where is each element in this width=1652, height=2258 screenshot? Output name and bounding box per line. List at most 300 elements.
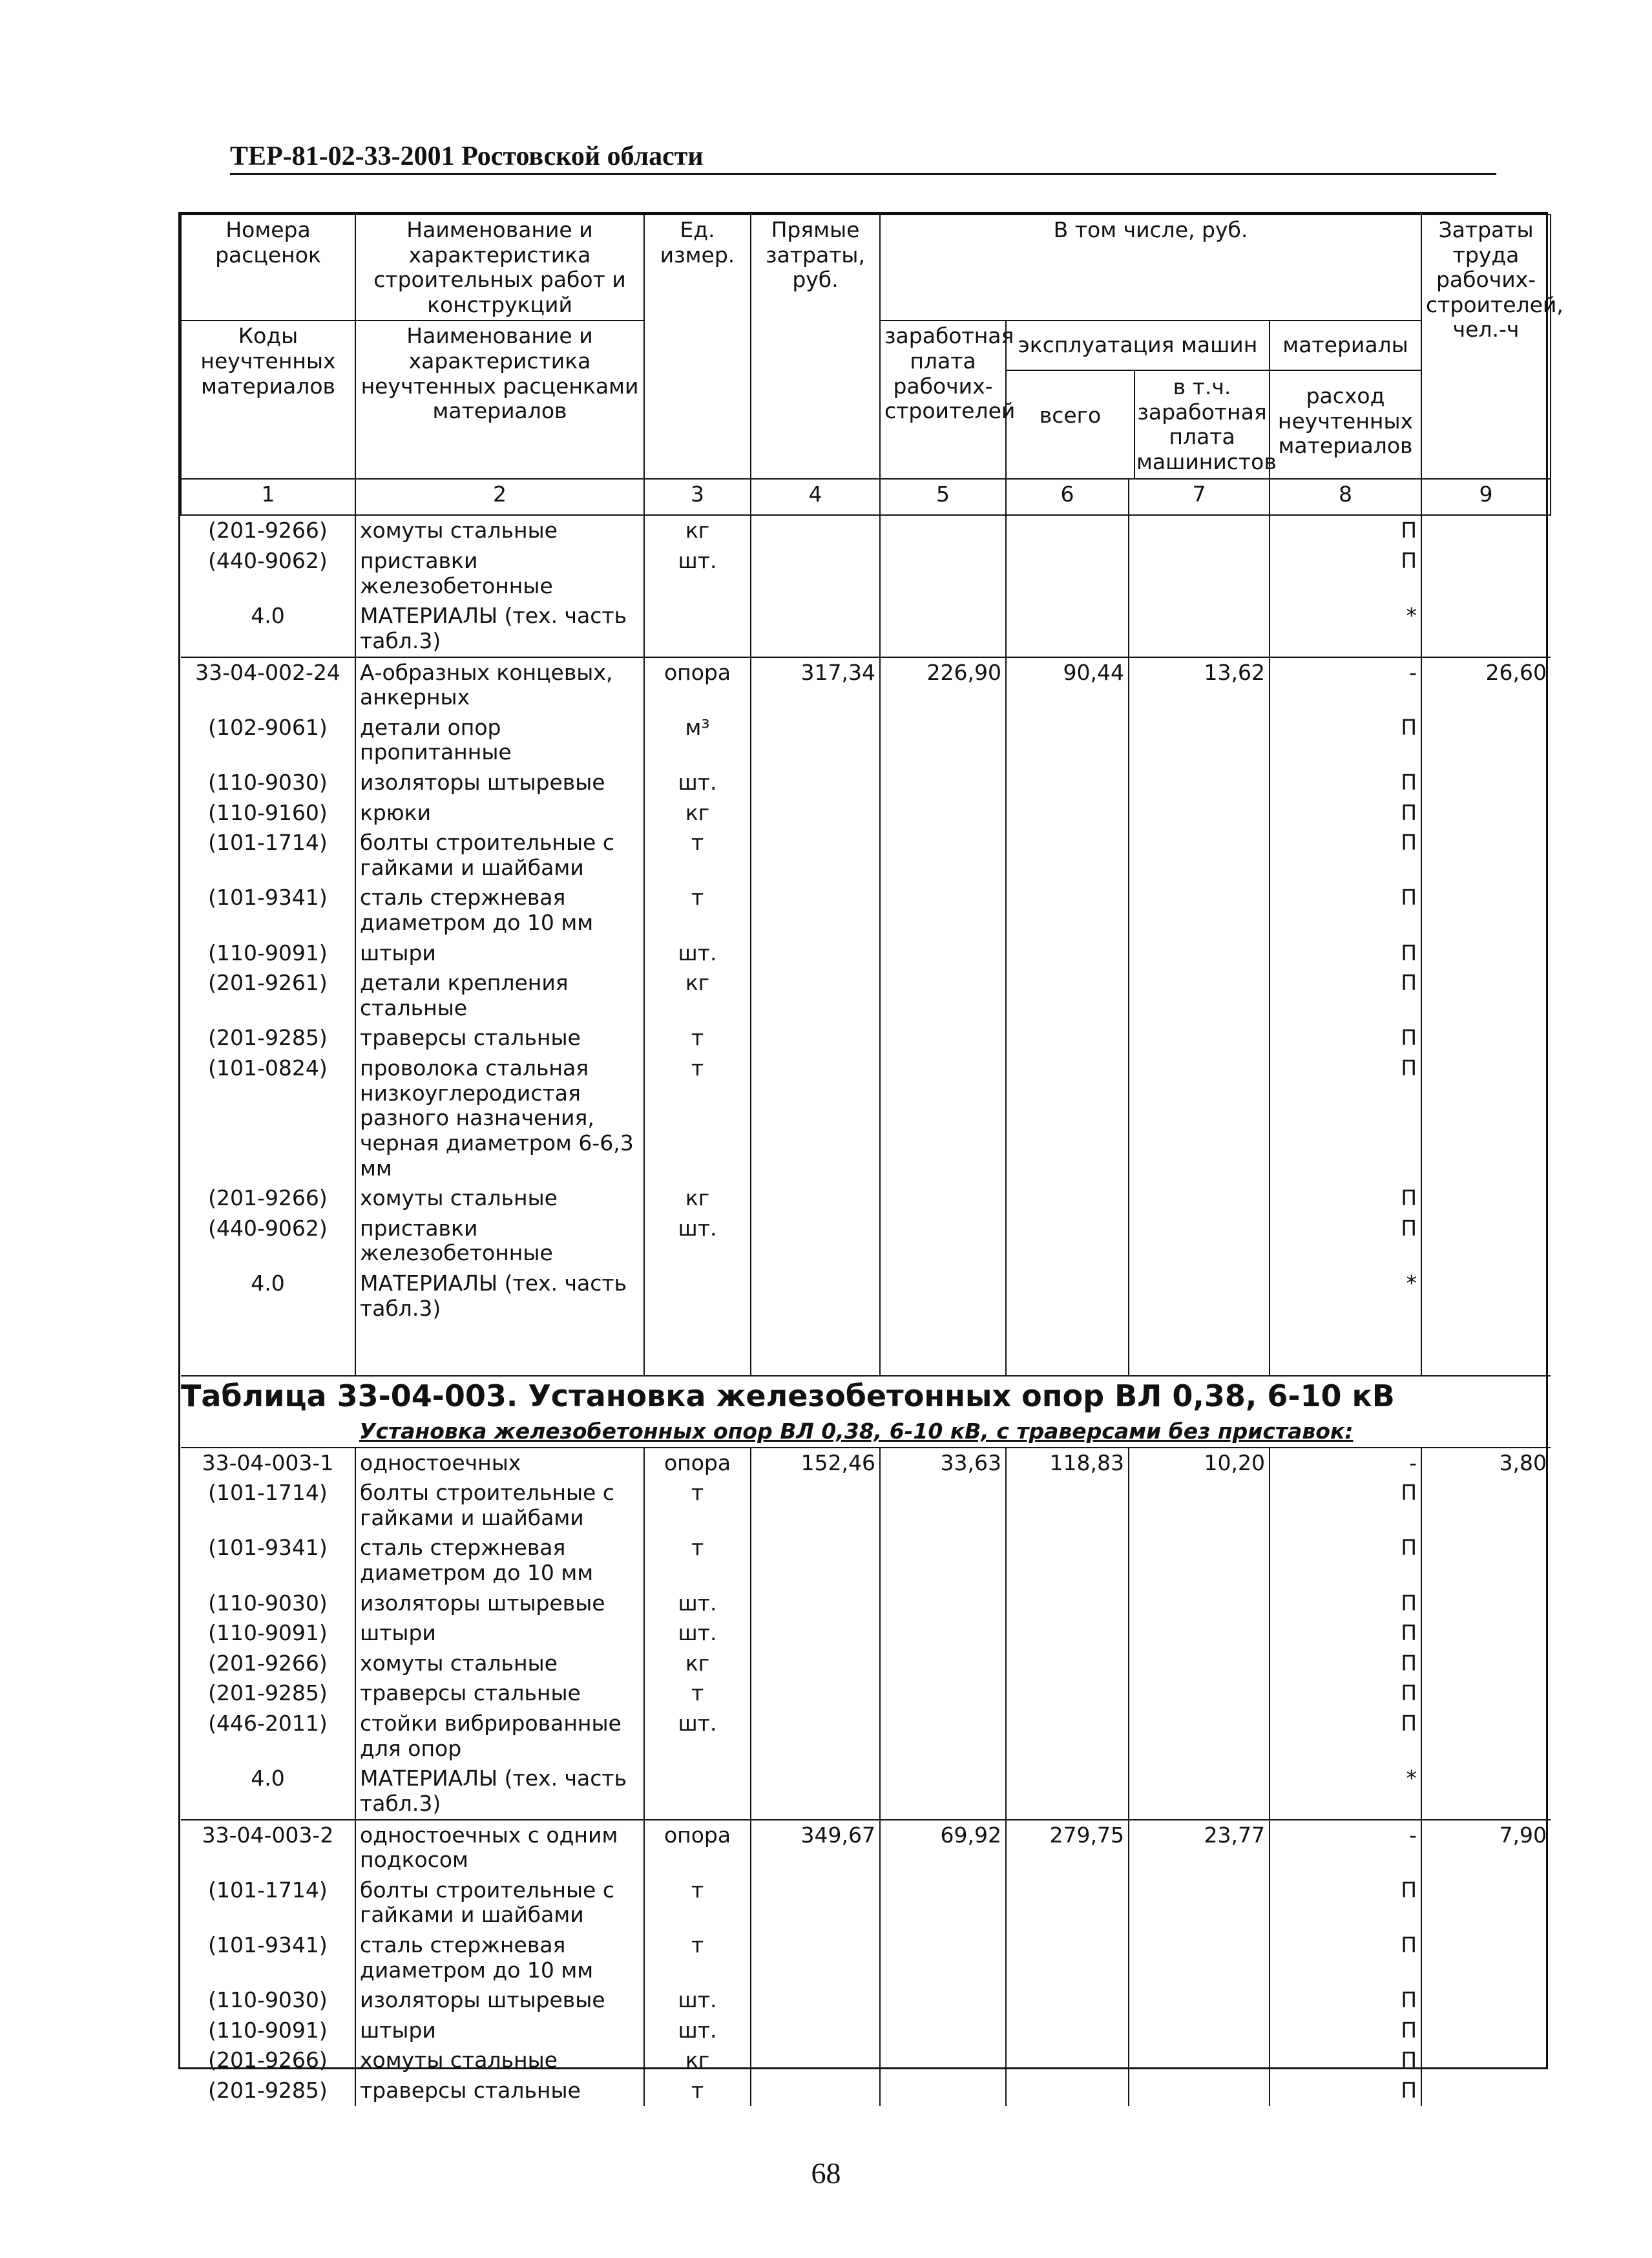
direct-cost xyxy=(751,2045,880,2076)
machinist-wages xyxy=(1129,546,1270,601)
machinist-wages xyxy=(1129,1478,1270,1533)
table-row xyxy=(181,968,1551,1023)
materials: П xyxy=(1270,1930,1421,1985)
materials: П xyxy=(1270,1649,1421,1679)
item-name: хомуты стальные xyxy=(355,515,644,546)
table-row xyxy=(181,828,1551,883)
rate-code: (201-9266) xyxy=(208,1650,328,1676)
table-row xyxy=(181,1875,1551,1930)
wages xyxy=(880,768,1006,798)
labor: 3,80 xyxy=(1421,1448,1551,1479)
unit: опора xyxy=(644,657,751,713)
table-row xyxy=(181,1533,1551,1588)
wages xyxy=(880,713,1006,768)
table-row xyxy=(181,1764,1551,1819)
machinist-wages xyxy=(1129,2076,1270,2106)
labor xyxy=(1421,1985,1551,2016)
wages xyxy=(880,1875,1006,1930)
table-row xyxy=(181,938,1551,969)
direct-cost xyxy=(751,1709,880,1764)
rate-table xyxy=(180,214,1563,2106)
rate-code: 4.0 xyxy=(251,1766,285,1791)
labor xyxy=(1421,1214,1551,1269)
unit: кг xyxy=(644,968,751,1023)
wages xyxy=(880,1588,1006,1619)
wages xyxy=(880,1053,1006,1183)
machines-total xyxy=(1006,2045,1129,2076)
materials: П xyxy=(1270,713,1421,768)
wages xyxy=(880,1649,1006,1679)
wages xyxy=(880,1678,1006,1709)
machinist-wages xyxy=(1129,1053,1270,1183)
section-subheading: Установка железобетонных опор ВЛ 0,38, 6-10 кВ, с траверсами без приставок: xyxy=(359,1418,1354,1444)
table-title: Таблица 33-04-003. Установка железобетонных опор ВЛ 0,38, 6-10 кВ xyxy=(181,1378,1395,1414)
header-cell-labor: Затраты труда рабочих-строителей, чел.-ч xyxy=(1421,215,1551,479)
materials: П xyxy=(1270,1023,1421,1053)
rows-33-04-003-2 xyxy=(181,1820,1551,2106)
direct-cost xyxy=(751,828,880,883)
item-name: проволока стальная низкоуглеродистая разного назначения, черная диаметром 6-6,3 мм xyxy=(355,1053,644,1183)
labor xyxy=(1421,968,1551,1023)
machines-total xyxy=(1006,1875,1129,1930)
rate-code: 33-04-003-2 xyxy=(181,1820,355,1875)
column-number: 3 xyxy=(644,479,751,515)
wages xyxy=(880,798,1006,828)
rate-code: (201-9285) xyxy=(208,1025,328,1051)
machinist-wages xyxy=(1129,828,1270,883)
direct-cost xyxy=(751,1183,880,1214)
table-row xyxy=(181,1678,1551,1709)
unit: т xyxy=(644,1930,751,1985)
item-name: детали крепления стальные xyxy=(355,968,644,1023)
document-header: ТЕР-81-02-33-2001 Ростовской области xyxy=(230,141,1496,175)
unit: шт. xyxy=(644,1214,751,1269)
labor xyxy=(1421,2076,1551,2106)
direct-cost xyxy=(751,1875,880,1930)
machines-total: 90,44 xyxy=(1006,657,1129,713)
labor xyxy=(1421,1588,1551,1619)
rate-code: (201-9266) xyxy=(208,1185,328,1211)
header-cell-unit: Ед. измер. xyxy=(644,215,751,479)
unit: т xyxy=(644,1678,751,1709)
rate-code: (101-1714) xyxy=(208,1480,328,1506)
unit: т xyxy=(644,1023,751,1053)
rate-code: (110-9030) xyxy=(208,1987,328,2013)
rate-code: (101-1714) xyxy=(208,1877,328,1903)
machines-total xyxy=(1006,1985,1129,2016)
direct-cost xyxy=(751,1023,880,1053)
unit: шт. xyxy=(644,1709,751,1764)
table-row xyxy=(181,883,1551,938)
machinist-wages: 10,20 xyxy=(1129,1448,1270,1479)
machines-total xyxy=(1006,1214,1129,1269)
header-cell-matuse: расход неучтенных материалов xyxy=(1277,383,1414,459)
table-row xyxy=(181,2076,1551,2106)
wages xyxy=(880,2016,1006,2046)
direct-cost xyxy=(751,713,880,768)
machinist-wages xyxy=(1129,1183,1270,1214)
materials: * xyxy=(1270,601,1421,657)
rate-code: (110-9091) xyxy=(208,1620,328,1646)
unit: т xyxy=(644,1533,751,1588)
labor: 26,60 xyxy=(1421,657,1551,713)
table-row xyxy=(181,1930,1551,1985)
materials: П xyxy=(1270,938,1421,969)
materials: П xyxy=(1270,1875,1421,1930)
materials: П xyxy=(1270,2076,1421,2106)
materials: П xyxy=(1270,1678,1421,1709)
machines-total xyxy=(1006,1023,1129,1053)
rate-code: 33-04-002-24 xyxy=(181,657,355,713)
labor xyxy=(1421,2016,1551,2046)
direct-cost xyxy=(751,1533,880,1588)
machinist-wages xyxy=(1129,1678,1270,1709)
wages: 69,92 xyxy=(880,1820,1006,1875)
materials: П xyxy=(1270,1183,1421,1214)
wages xyxy=(880,1533,1006,1588)
labor xyxy=(1421,1183,1551,1214)
column-number: 1 xyxy=(181,479,355,515)
table-row xyxy=(181,1269,1551,1324)
wages xyxy=(880,968,1006,1023)
unit xyxy=(644,1764,751,1819)
item-name: траверсы стальные xyxy=(355,1678,644,1709)
unit: кг xyxy=(644,1183,751,1214)
item-name: изоляторы штыревые xyxy=(355,768,644,798)
item-name: приставки железобетонные xyxy=(355,546,644,601)
rate-code: 33-04-003-1 xyxy=(181,1448,355,1479)
unit: шт. xyxy=(644,546,751,601)
wages xyxy=(880,938,1006,969)
wages xyxy=(880,515,1006,546)
item-name: болты строительные с гайками и шайбами xyxy=(355,828,644,883)
item-name: штыри xyxy=(355,1618,644,1649)
table-row xyxy=(181,1820,1551,1875)
materials: П xyxy=(1270,2045,1421,2076)
item-name: болты строительные с гайками и шайбами xyxy=(355,1875,644,1930)
header-cell-machwages: в т.ч. заработная плата машинистов xyxy=(1136,374,1277,474)
machinist-wages xyxy=(1129,1214,1270,1269)
rate-code: (201-9266) xyxy=(208,518,328,543)
machines-total xyxy=(1006,1764,1129,1819)
machinist-wages xyxy=(1129,1709,1270,1764)
labor xyxy=(1421,1764,1551,1819)
wages xyxy=(880,2076,1006,2106)
machines-total xyxy=(1006,1183,1129,1214)
direct-cost xyxy=(751,1269,880,1324)
direct-cost xyxy=(751,768,880,798)
machinist-wages xyxy=(1129,1930,1270,1985)
item-name: хомуты стальные xyxy=(355,2045,644,2076)
header-cell-direct: Прямые затраты, руб. xyxy=(751,215,880,479)
machinist-wages: 13,62 xyxy=(1129,657,1270,713)
unit: кг xyxy=(644,1649,751,1679)
item-name: хомуты стальные xyxy=(355,1649,644,1679)
machines-total xyxy=(1006,1269,1129,1324)
column-numbers-row xyxy=(181,479,1551,515)
rate-code: (101-9341) xyxy=(208,885,328,911)
machines-total xyxy=(1006,1930,1129,1985)
direct-cost xyxy=(751,1764,880,1819)
materials: П xyxy=(1270,1588,1421,1619)
unit: опора xyxy=(644,1448,751,1479)
item-name: траверсы стальные xyxy=(355,2076,644,2106)
rate-code: (101-0824) xyxy=(208,1055,328,1081)
blank-row xyxy=(181,1324,1551,1376)
labor xyxy=(1421,2045,1551,2076)
header-cell-name2: Наименование и характеристика неучтенных расценками материалов xyxy=(355,321,644,479)
wages xyxy=(880,828,1006,883)
machinist-wages xyxy=(1129,601,1270,657)
machines-total: 118,83 xyxy=(1006,1448,1129,1479)
materials: - xyxy=(1270,657,1421,713)
machinist-wages xyxy=(1129,1533,1270,1588)
machinist-wages xyxy=(1129,713,1270,768)
direct-cost xyxy=(751,883,880,938)
direct-cost xyxy=(751,1478,880,1533)
machinist-wages xyxy=(1129,2045,1270,2076)
item-name: крюки xyxy=(355,798,644,828)
direct-cost xyxy=(751,1930,880,1985)
header-cell-machines: эксплуатация машин xyxy=(1007,321,1269,371)
table-row xyxy=(181,768,1551,798)
machines-total xyxy=(1006,938,1129,969)
page-number: 68 xyxy=(811,2157,841,2189)
rate-code: (201-9261) xyxy=(208,970,328,996)
rate-code: (440-9062) xyxy=(208,1215,328,1241)
item-name: одностоечных с одним подкосом xyxy=(355,1820,644,1875)
materials: П xyxy=(1270,1709,1421,1764)
table-row xyxy=(181,1023,1551,1053)
table-row xyxy=(181,1053,1551,1183)
item-name: А-образных концевых, анкерных xyxy=(355,657,644,713)
item-name: детали опор пропитанные xyxy=(355,713,644,768)
materials: П xyxy=(1270,515,1421,546)
direct-cost: 349,67 xyxy=(751,1820,880,1875)
rate-table-frame xyxy=(178,212,1563,2103)
wages xyxy=(880,1764,1006,1819)
machinist-wages xyxy=(1129,798,1270,828)
materials: - xyxy=(1270,1448,1421,1479)
item-name: стойки вибрированные для опор xyxy=(355,1709,644,1764)
table-row xyxy=(181,1214,1551,1269)
direct-cost xyxy=(751,1649,880,1679)
item-name: сталь стержневая диаметром до 10 мм xyxy=(355,1930,644,1985)
labor xyxy=(1421,828,1551,883)
materials: П xyxy=(1270,2016,1421,2046)
labor xyxy=(1421,798,1551,828)
wages xyxy=(880,1930,1006,1985)
rows-continued xyxy=(181,515,1551,657)
rate-code: (110-9160) xyxy=(208,799,328,825)
table-row xyxy=(181,1709,1551,1764)
machinist-wages xyxy=(1129,1023,1270,1053)
machinist-wages xyxy=(1129,968,1270,1023)
item-name: МАТЕРИАЛЫ (тех. часть табл.3) xyxy=(355,601,644,657)
unit: кг xyxy=(644,2045,751,2076)
machines-total xyxy=(1006,1588,1129,1619)
column-number: 8 xyxy=(1270,479,1421,515)
header-cell-total: всего xyxy=(1007,371,1135,478)
item-name: сталь стержневая диаметром до 10 мм xyxy=(355,1533,644,1588)
header-cell-wages: заработная плата рабочих-строителей xyxy=(880,321,1006,479)
rate-code: 4.0 xyxy=(251,603,285,629)
machines-total xyxy=(1006,798,1129,828)
rate-code: (102-9061) xyxy=(208,714,328,740)
direct-cost xyxy=(751,2016,880,2046)
direct-cost xyxy=(751,1985,880,2016)
item-name: изоляторы штыревые xyxy=(355,1588,644,1619)
item-name: изоляторы штыревые xyxy=(355,1985,644,2016)
machinist-wages xyxy=(1129,1875,1270,1930)
labor xyxy=(1421,1023,1551,1053)
machines-total xyxy=(1006,515,1129,546)
materials: * xyxy=(1270,1764,1421,1819)
rate-code: (101-1714) xyxy=(208,830,328,856)
labor xyxy=(1421,1875,1551,1930)
unit: кг xyxy=(644,515,751,546)
rate-code: (446-2011) xyxy=(208,1711,328,1736)
materials: - xyxy=(1270,1820,1421,1875)
direct-cost xyxy=(751,515,880,546)
direct-cost xyxy=(751,1678,880,1709)
direct-cost xyxy=(751,1588,880,1619)
column-number: 4 xyxy=(751,479,880,515)
materials: П xyxy=(1270,828,1421,883)
machines-total xyxy=(1006,601,1129,657)
machines-total xyxy=(1006,883,1129,938)
column-number: 5 xyxy=(880,479,1006,515)
table-row xyxy=(181,657,1551,713)
header-cell-name: Наименование и характеристика строительных работ и конструкций xyxy=(355,215,644,321)
machinist-wages: 23,77 xyxy=(1129,1820,1270,1875)
labor xyxy=(1421,1533,1551,1588)
machinist-wages xyxy=(1129,515,1270,546)
machines-total xyxy=(1006,1478,1129,1533)
table-row xyxy=(181,798,1551,828)
machines-total xyxy=(1006,2076,1129,2106)
wages: 33,63 xyxy=(880,1448,1006,1479)
rate-code: (101-9341) xyxy=(208,1535,328,1561)
machines-total xyxy=(1006,1649,1129,1679)
item-name: хомуты стальные xyxy=(355,1183,644,1214)
wages xyxy=(880,1269,1006,1324)
table-row xyxy=(181,601,1551,657)
unit: кг xyxy=(644,798,751,828)
rate-code: (110-9030) xyxy=(208,769,328,795)
machines-total xyxy=(1006,1678,1129,1709)
direct-cost xyxy=(751,1618,880,1649)
rows-33-04-002-24 xyxy=(181,657,1551,1324)
table-row xyxy=(181,1183,1551,1214)
header-cell-materials-group xyxy=(1270,321,1421,479)
unit xyxy=(644,601,751,657)
wages xyxy=(880,1985,1006,2016)
labor xyxy=(1421,768,1551,798)
machinist-wages xyxy=(1129,768,1270,798)
labor xyxy=(1421,1649,1551,1679)
machinist-wages xyxy=(1129,1618,1270,1649)
machinist-wages xyxy=(1129,938,1270,969)
table-row xyxy=(181,2045,1551,2076)
materials: П xyxy=(1270,768,1421,798)
materials: П xyxy=(1270,1053,1421,1183)
direct-cost: 152,46 xyxy=(751,1448,880,1479)
machines-total xyxy=(1006,968,1129,1023)
materials: П xyxy=(1270,1985,1421,2016)
table-row xyxy=(181,2016,1551,2046)
materials: П xyxy=(1270,883,1421,938)
column-number: 6 xyxy=(1006,479,1129,515)
materials: П xyxy=(1270,1533,1421,1588)
unit: шт. xyxy=(644,1588,751,1619)
table-row xyxy=(181,1588,1551,1619)
machines-total xyxy=(1006,713,1129,768)
direct-cost xyxy=(751,2076,880,2106)
labor xyxy=(1421,1269,1551,1324)
unit: т xyxy=(644,1478,751,1533)
column-number: 9 xyxy=(1421,479,1551,515)
table-row xyxy=(181,1985,1551,2016)
rate-code: (201-9285) xyxy=(208,1680,328,1706)
header-cell-codes: Коды неучтенных материалов xyxy=(181,321,355,479)
rate-code: (201-9285) xyxy=(208,2077,328,2103)
wages xyxy=(880,883,1006,938)
item-name: МАТЕРИАЛЫ (тех. часть табл.3) xyxy=(355,1269,644,1324)
unit: шт. xyxy=(644,938,751,969)
machines-total xyxy=(1006,1533,1129,1588)
labor xyxy=(1421,1053,1551,1183)
direct-cost xyxy=(751,798,880,828)
labor xyxy=(1421,938,1551,969)
machinist-wages xyxy=(1129,1985,1270,2016)
item-name: сталь стержневая диаметром до 10 мм xyxy=(355,883,644,938)
wages xyxy=(880,601,1006,657)
unit: т xyxy=(644,828,751,883)
rows-33-04-003-1 xyxy=(181,1448,1551,1820)
rate-code: (440-9062) xyxy=(208,548,328,574)
machines-total xyxy=(1006,768,1129,798)
labor xyxy=(1421,601,1551,657)
table-row xyxy=(181,515,1551,546)
wages: 226,90 xyxy=(880,657,1006,713)
materials: П xyxy=(1270,798,1421,828)
header-cell-including: В том числе, руб. xyxy=(880,215,1421,321)
header-cell-number: Номера расценок xyxy=(181,215,355,321)
table-row xyxy=(181,1478,1551,1533)
labor xyxy=(1421,1478,1551,1533)
table-row xyxy=(181,1618,1551,1649)
labor xyxy=(1421,713,1551,768)
machines-total: 279,75 xyxy=(1006,1820,1129,1875)
table-row xyxy=(181,713,1551,768)
table-row xyxy=(181,1448,1551,1479)
labor xyxy=(1421,1678,1551,1709)
unit: м³ xyxy=(644,713,751,768)
header-cell-machines-group xyxy=(1006,321,1277,479)
machines-total xyxy=(1006,1053,1129,1183)
labor: 7,90 xyxy=(1421,1820,1551,1875)
item-name: траверсы стальные xyxy=(355,1023,644,1053)
table-row xyxy=(181,546,1551,601)
item-name: приставки железобетонные xyxy=(355,1214,644,1269)
labor xyxy=(1421,1618,1551,1649)
materials: П xyxy=(1270,1214,1421,1269)
materials: П xyxy=(1270,1478,1421,1533)
unit: т xyxy=(644,1875,751,1930)
column-number: 7 xyxy=(1129,479,1270,515)
rate-code: (110-9091) xyxy=(208,2017,328,2043)
